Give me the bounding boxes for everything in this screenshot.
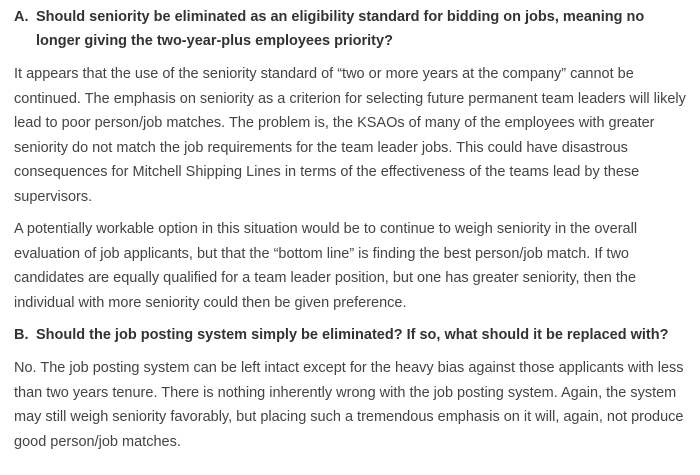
question-a-letter: A. (14, 9, 29, 25)
question-b-letter: B. (14, 327, 29, 343)
question-a (14, 5, 686, 53)
answer-b-paragraph-1: No. The job posting system can be left intact except for the heavy bias against those applicants with less than two years tenure. There is nothing inherently wrong with the job posting system. Again, the system may still weigh seniority favorably, but placing such a tremendous emphasis on it will, again, not produce good person/job matches. (14, 360, 684, 450)
answer-a-paragraph-1: It appears that the use of the seniority standard of “two or more years at the company” cannot be continued. The emphasis on seniority as a criterion for selecting future permanent team leaders will likely lead to poor person/job matches. The problem is, the KSAOs of many of the employees with greater seniority do not match the job requirements for the team leader jobs. This could have disastrous consequences for Mitchell Shipping Lines in terms of the effectiveness of the teams lead by these supervisors. (14, 66, 686, 205)
question-b-text: Should the job posting system simply be eliminated? If so, what should it be replaced with? (36, 327, 669, 343)
answer-a-paragraph-2: A potentially workable option in this situation would be to continue to weigh seniority in the overall evaluation of job applicants, but that the “bottom line” is finding the best person/job match. If two candidates are equally qualified for a team leader position, but one has greater seniority, then the individual with more seniority could then be given preference. (14, 221, 638, 311)
question-a-text: Should seniority be eliminated as an eligibility standard for bidding on jobs, meaning no longer giving the two-year-plus employees priority? (36, 9, 645, 49)
question-b (14, 323, 686, 347)
